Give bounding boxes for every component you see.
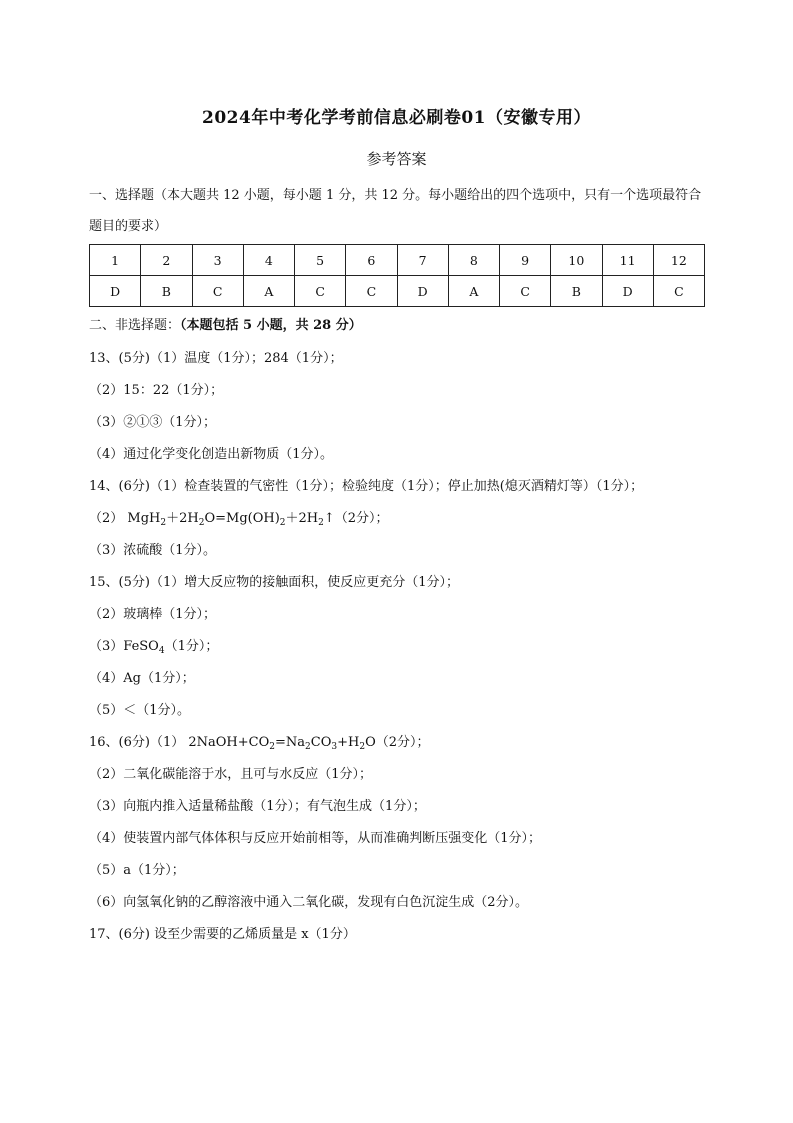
subscript: 2 (305, 742, 311, 752)
answer-line-13-4: （4）通过化学变化创造出新物质（1分）。 (89, 447, 334, 462)
question-number-cell: 9 (500, 245, 551, 276)
answer-line-17-1: 17、(6分) 设至少需要的乙烯质量是 x（1分） (89, 927, 356, 942)
answer-line-14-1: 14、(6分)（1）检查装置的气密性（1分）；检验纯度（1分）；停止加热(熄灭酒精灯等）（1分）； (89, 479, 644, 494)
answer-line-15-3 (89, 635, 218, 654)
answer-line-13-3: （3）②①③（1分）； (89, 415, 217, 430)
answer-cell: A (448, 276, 499, 307)
answer-cell: D (397, 276, 448, 307)
question-number-cell: 7 (397, 245, 448, 276)
question-number-cell: 10 (551, 245, 602, 276)
question-number-cell: 2 (141, 245, 192, 276)
answer-line-16-5: （5）a（1分）； (89, 863, 185, 878)
section2-heading-prefix: 二、非选择题： (89, 318, 181, 333)
answer-line-16-2: （2）二氧化碳能溶于水，且可与水反应（1分）； (89, 767, 373, 782)
question-number-cell: 12 (653, 245, 704, 276)
answer-line-15-5: （5）＜（1分）。 (89, 703, 191, 718)
subscript: 2 (279, 518, 286, 528)
answer-cell: C (653, 276, 704, 307)
subscript: 2 (318, 518, 324, 528)
equation-part: （1分）； (164, 639, 219, 654)
answer-cell: C (295, 276, 346, 307)
answer-line-16-4: （4）使装置内部气体体积与反应开始前相等，从而准确判断压强变化（1分）； (89, 831, 542, 846)
subscript: 3 (331, 742, 338, 752)
subscript: 4 (158, 646, 165, 656)
question-number-cell: 8 (448, 245, 499, 276)
document-title: 2024年中考化学考前信息必刷卷01（安徽专用） (202, 108, 591, 128)
answer-table (89, 244, 705, 307)
answer-cell: C (192, 276, 243, 307)
answer-line-16-1 (89, 731, 430, 750)
equation-part: +H (337, 735, 360, 750)
answer-table-answer-row (90, 276, 705, 307)
subscript: 2 (269, 742, 275, 752)
answer-line-14-3: （3）浓硫酸（1分）。 (89, 543, 217, 558)
subscript: 2 (359, 742, 366, 752)
question-number-cell: 11 (602, 245, 653, 276)
answer-line-16-3: （3）向瓶内推入适量稀盐酸（1分）；有气泡生成（1分）； (89, 799, 426, 814)
section2-heading-detail: （本题包括 5 小题，共 28 分） (180, 318, 362, 333)
answer-line-15-1: 15、(5分)（1）增大反应物的接触面积，使反应更充分（1分）； (89, 575, 459, 590)
subscript: 2 (160, 518, 167, 528)
answer-cell: A (243, 276, 294, 307)
equation-part: ＋2H (285, 511, 319, 526)
equation-part: ↑（2分）； (323, 511, 389, 526)
section1-instructions-line2: 题目的要求） (89, 219, 168, 234)
answer-line-15-2: （2）玻璃棒（1分）； (89, 607, 217, 622)
answer-line-13-2: （2）15：22（1分）； (89, 383, 224, 398)
equation-part: O=Mg(OH) (204, 511, 280, 526)
answer-cell: B (551, 276, 602, 307)
equation-part: ＋2H (166, 511, 199, 526)
document-subtitle: 参考答案 (366, 150, 427, 168)
answer-cell: D (90, 276, 141, 307)
question-number-cell: 3 (192, 245, 243, 276)
question-number-cell: 6 (346, 245, 397, 276)
section2-heading (89, 310, 729, 341)
answer-cell: C (500, 276, 551, 307)
equation-part: CO (310, 735, 332, 750)
equation-part: （2） MgH (89, 511, 161, 526)
answer-table-number-row (90, 245, 705, 276)
answer-line-14-2 (89, 507, 389, 526)
section1-instructions-line1: 一、选择题（本大题共 12 小题，每小题 1 分，共 12 分。每小题给出的四个选项中，只有一个选项最符合 (89, 188, 702, 203)
subscript: 2 (198, 518, 205, 528)
question-number-cell: 4 (243, 245, 294, 276)
question-number-cell: 1 (90, 245, 141, 276)
answer-cell: B (141, 276, 192, 307)
equation-part: O（2分）； (365, 735, 430, 750)
answer-line-16-6: （6）向氢氧化钠的乙醇溶液中通入二氧化碳，发现有白色沉淀生成（2分）。 (89, 895, 529, 910)
question-number-cell: 5 (295, 245, 346, 276)
answer-line-13-1: 13、(5分)（1）温度（1分）；284（1分）； (89, 351, 343, 366)
answer-cell: C (346, 276, 397, 307)
answer-cell: D (602, 276, 653, 307)
equation-part: 16、(6分)（1） 2NaOH+CO (89, 735, 270, 750)
equation-part: （3）FeSO (89, 639, 159, 654)
answer-line-15-4: （4）Ag（1分）； (89, 671, 195, 686)
equation-part: =Na (274, 735, 306, 750)
